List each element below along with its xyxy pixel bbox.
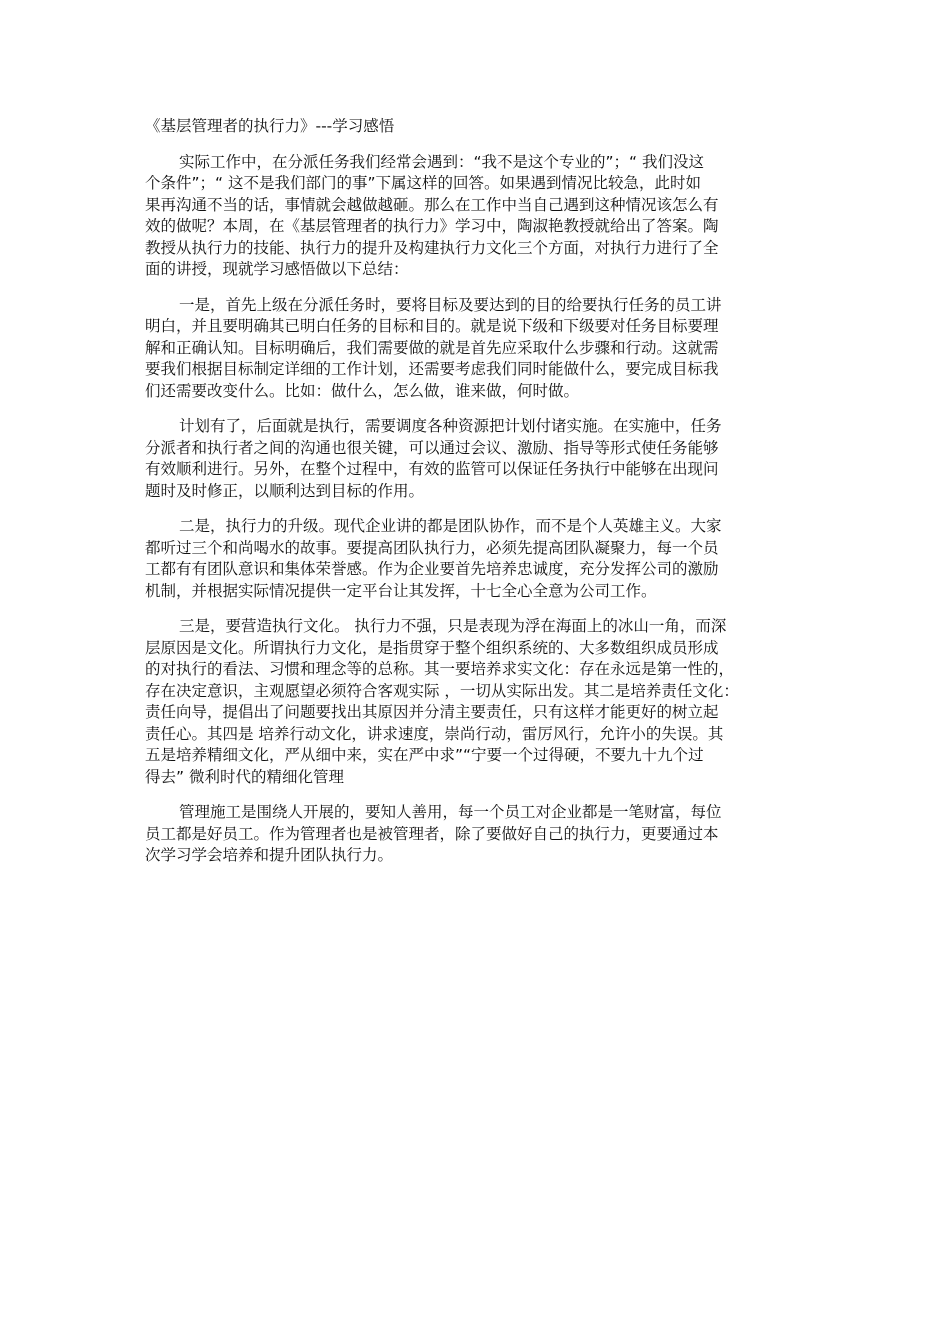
paragraph-line: 责任向导，提倡出了问题要找出其原因并分清主要责任，只有这样才能更好的树立起 (145, 703, 719, 721)
paragraph-line: 二是，执行力的升级。现代企业讲的都是团队协作，而不是个人英雄主义。大家 (179, 517, 722, 535)
paragraph-line: 教授从执行力的技能、执行力的提升及构建执行力文化三个方面，对执行力进行了全 (145, 238, 719, 257)
paragraph-line: 机制，并根据实际情况提供一定平台让其发挥，十七全心全意为公司工作。 (145, 581, 657, 600)
paragraph-line: 次学习学会培养和提升团队执行力。 (145, 846, 394, 864)
paragraph-line: 要我们根据目标制定详细的工作计划，还需要考虑我们同时能做什么，要完成目标我 (145, 360, 719, 378)
paragraph-line: 有效顺利进行。另外，在整个过程中，有效的监管可以保证任务执行中能够在出现问 (145, 460, 719, 478)
paragraph-line: 面的讲授，现就学习感悟做以下总结： (145, 260, 409, 278)
paragraph-point-two (145, 516, 817, 602)
paragraph-line: 分派者和执行者之间的沟通也很关键，可以通过会议、激励、指导等形式使任务能够 (145, 438, 719, 457)
paragraph-line: 个条件”；“ 这不是我们部门的事”下属这样的回答。如果遇到情况比较急，此时如 (145, 174, 702, 192)
paragraph-line: 的对执行的看法、习惯和理念等的总称。其一要培养求实文化：存在永远是第一性的， (145, 660, 735, 678)
paragraph-line: 题时及时修正，以顺利达到目标的作用。 (145, 481, 425, 500)
document-body (145, 116, 817, 881)
paragraph-point-one (145, 295, 817, 403)
paragraph-line: 一是，首先上级在分派任务时，要将目标及要达到的目的给要执行任务的员工讲 (179, 295, 722, 314)
paragraph-line: 存在决定意识，主观愿望必须符合客观实际 ，一切从实际出发。其二是培养责任文化： (145, 681, 739, 700)
paragraph-line: 工都有有团队意识和集体荣誉感。作为企业要首先培养忠诚度，充分发挥公司的激励 (145, 560, 719, 578)
paragraph-line: 三是，要营造执行文化。 执行力不强，只是表现为浮在海面上的冰山一角，而深 (179, 617, 727, 635)
paragraph-line: 得去” 微利时代的精细化管理 (145, 767, 344, 786)
paragraph-line: 明白，并且要明确其已明白任务的目标和目的。就是说下级和下级要对任务目标要理 (145, 317, 719, 335)
paragraph-line: 效的做呢？本周，在《基层管理者的执行力》学习中，陶淑艳教授就给出了答案。陶 (145, 217, 719, 235)
paragraph-line: 责任心。其四是 培养行动文化，讲求速度，崇尚行动，雷厉风行，允许小的失误。其 (145, 724, 724, 743)
paragraph-line: 五是培养精细文化，严从细中来，实在严中求”“宁要一个过得硬，不要九十九个过 (145, 746, 704, 764)
paragraph-line: 果再沟通不当的话，事情就会越做越砸。那么在工作中当自己遇到这种情况该怎么有 (145, 195, 719, 214)
paragraph-line: 实际工作中，在分派任务我们经常会遇到：“我不是这个专业的”；“ 我们没这 (179, 152, 705, 171)
paragraph-line: 员工都是好员工。作为管理者也是被管理者，除了要做好自己的执行力，更要通过本 (145, 824, 719, 843)
paragraph-line: 层原因是文化。所谓执行力文化，是指贯穿于整个组织系统的、大多数组织成员形成 (145, 638, 719, 657)
paragraph-intro (145, 152, 817, 281)
paragraph-plan-execution (145, 416, 817, 502)
paragraph-point-three (145, 616, 817, 788)
paragraph-line: 都听过三个和尚喝水的故事。要提高团队执行力，必须先提高团队凝聚力，每一个员 (145, 538, 719, 557)
paragraph-line: 计划有了，后面就是执行，需要调度各种资源把计划付诸实施。在实施中，任务 (179, 417, 722, 435)
paragraph-line: 解和正确认知。目标明确后，我们需要做的就是首先应采取什么步骤和行动。这就需 (145, 338, 719, 357)
paragraph-line: 管理施工是围绕人开展的，要知人善用，每一个员工对企业都是一笔财富，每位 (179, 803, 722, 821)
paragraph-conclusion (145, 802, 817, 867)
paragraph-line: 们还需要改变什么。比如：做什么，怎么做，谁来做，何时做。 (145, 381, 580, 400)
document-title: 《基层管理者的执行力》---学习感悟 (145, 117, 395, 135)
